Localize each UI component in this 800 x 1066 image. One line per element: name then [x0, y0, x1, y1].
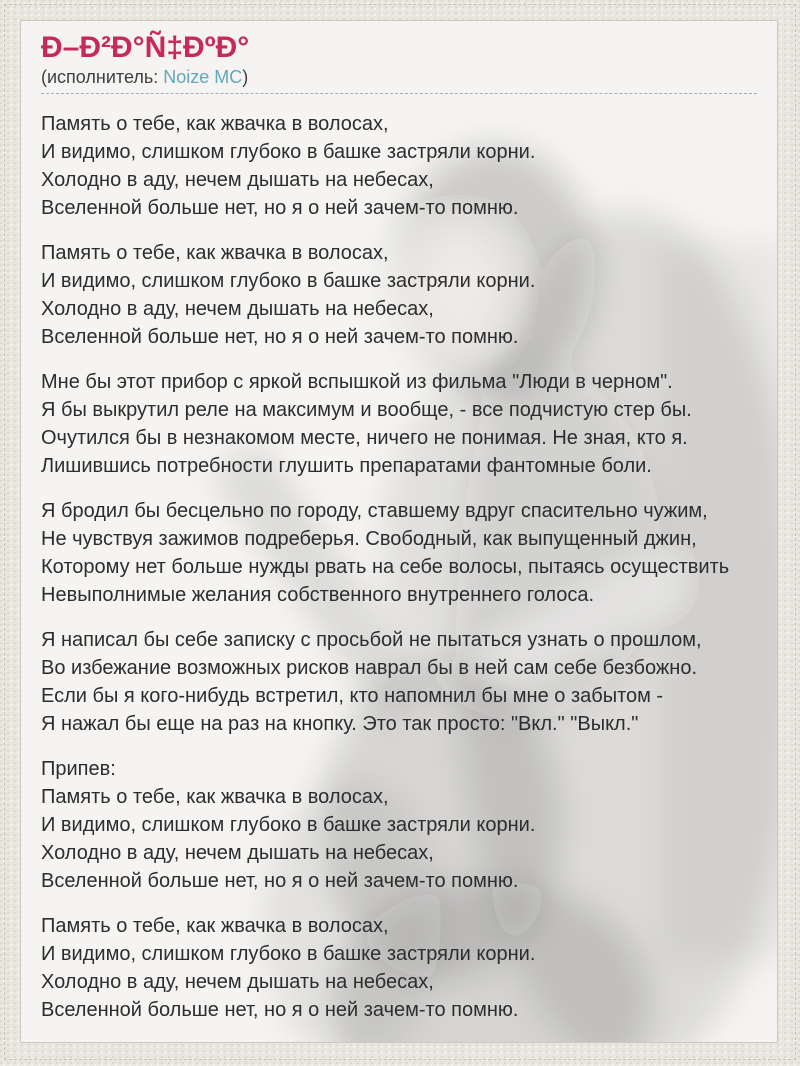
song-header	[41, 31, 757, 94]
artist-line	[41, 65, 757, 89]
lyrics-line: Вселенной больше нет, но я о ней зачем-то помню.	[41, 197, 519, 219]
lyrics-line: Холодно в аду, нечем дышать на небесах,	[41, 842, 434, 864]
lyrics-line: Мне бы этот прибор с яркой вспышкой из фильма "Люди в черном".	[41, 371, 673, 393]
lyrics-line: Я бы выкрутил реле на максимум и вообще, - все подчистую стер бы.	[41, 399, 692, 421]
lyrics-stanza-chorus	[41, 755, 757, 895]
card-content	[21, 21, 777, 1042]
lyrics-line: Вселенной больше нет, но я о ней зачем-то помню.	[41, 870, 519, 892]
lyrics-text	[41, 110, 757, 1024]
lyrics-line: Память о тебе, как жвачка в волосах,	[41, 915, 389, 937]
lyrics-line: Которому нет больше нужды рвать на себе волосы, пытаясь осуществить	[41, 556, 730, 578]
lyrics-line: Очутился бы в незнакомом месте, ничего не понимая. Не зная, кто я.	[41, 427, 688, 449]
lyrics-line: Вселенной больше нет, но я о ней зачем-то помню.	[41, 999, 519, 1021]
lyrics-stanza	[41, 110, 757, 222]
lyrics-line: Холодно в аду, нечем дышать на небесах,	[41, 169, 434, 191]
artist-link[interactable]: Noize MC	[163, 67, 243, 87]
song-title: Ð–Ð²Ð°Ñ‡ÐºÐ°	[41, 31, 250, 64]
lyrics-line: Я написал бы себе записку с просьбой не пытаться узнать о прошлом,	[41, 629, 702, 651]
lyrics-line: Не чувствуя зажимов подреберья. Свободный, как выпущенный джин,	[41, 528, 697, 550]
lyrics-card	[20, 20, 778, 1043]
lyrics-line: Холодно в аду, нечем дышать на небесах,	[41, 971, 434, 993]
artist-close-paren: )	[242, 67, 249, 87]
lyrics-line: И видимо, слишком глубоко в башке застряли корни.	[41, 141, 536, 163]
lyrics-line: Память о тебе, как жвачка в волосах,	[41, 786, 389, 808]
lyrics-stanza	[41, 626, 757, 738]
lyrics-line: Лишившись потребности глушить препаратами фантомные боли.	[41, 455, 652, 477]
lyrics-line: Я бродил бы бесцельно по городу, ставшему вдруг спасительно чужим,	[41, 500, 708, 522]
lyrics-line: Во избежание возможных рисков наврал бы в ней сам себе безбожно.	[41, 657, 697, 679]
lyrics-line: Невыполнимые желания собственного внутреннего голоса.	[41, 584, 595, 606]
lyrics-stanza	[41, 368, 757, 480]
lyrics-line: Холодно в аду, нечем дышать на небесах,	[41, 298, 434, 320]
lyrics-stanza	[41, 912, 757, 1024]
chorus-label: Припев:	[41, 758, 116, 780]
lyrics-line: Вселенной больше нет, но я о ней зачем-то помню.	[41, 326, 519, 348]
lyrics-line: Память о тебе, как жвачка в волосах,	[41, 242, 389, 264]
lyrics-stanza	[41, 239, 757, 351]
lyrics-line: Память о тебе, как жвачка в волосах,	[41, 113, 389, 135]
lyrics-line: И видимо, слишком глубоко в башке застряли корни.	[41, 943, 536, 965]
lyrics-line: Я нажал бы еще на раз на кнопку. Это так просто: "Вкл." "Выкл."	[41, 713, 639, 735]
lyrics-line: И видимо, слишком глубоко в башке застряли корни.	[41, 814, 536, 836]
lyrics-line: Если бы я кого-нибудь встретил, кто напомнил бы мне о забытом -	[41, 685, 664, 707]
lyrics-line: И видимо, слишком глубоко в башке застряли корни.	[41, 270, 536, 292]
artist-label: (исполнитель:	[41, 67, 159, 87]
lyrics-stanza	[41, 497, 757, 609]
